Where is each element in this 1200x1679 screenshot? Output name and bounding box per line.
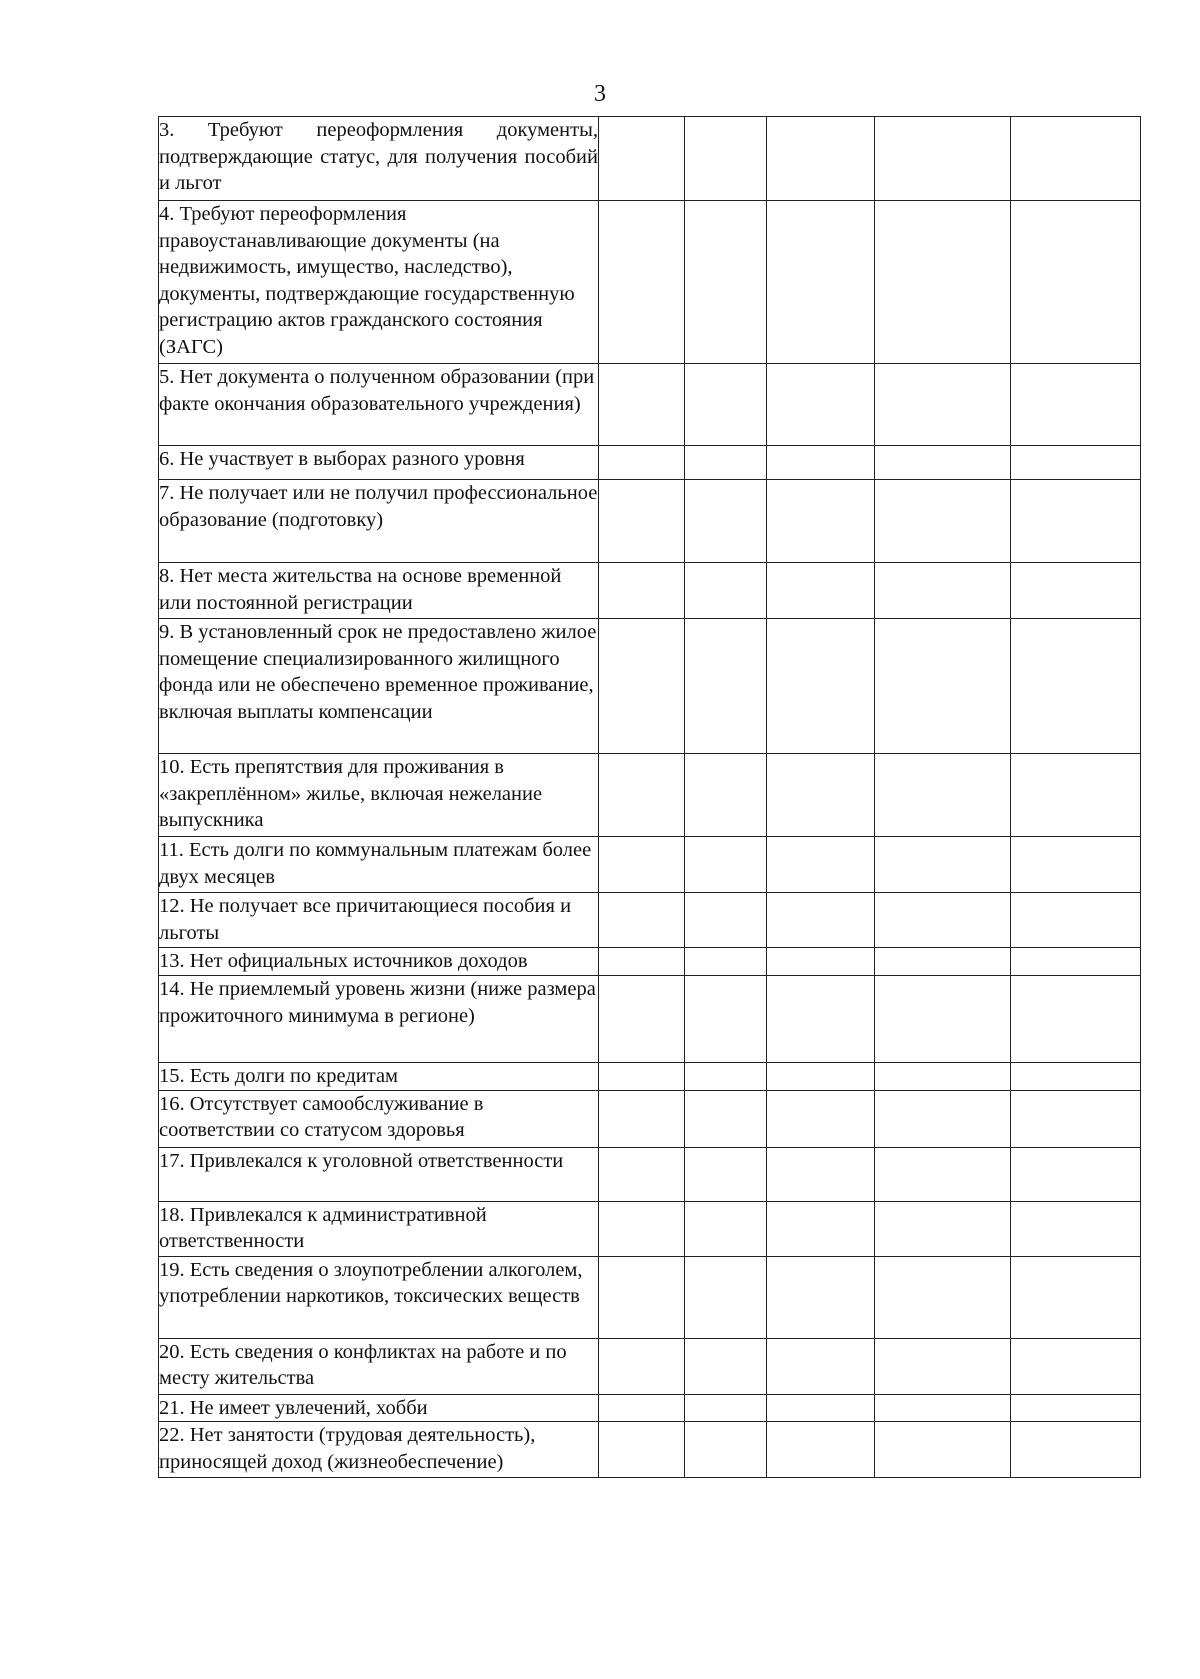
empty-cell [1011, 563, 1141, 619]
table-row [159, 117, 1141, 201]
empty-cell [1011, 1422, 1141, 1478]
criterion-text: 5. Нет документа о полученном образовании (при факте окончания образовательного учреждения) [159, 366, 595, 415]
table-row [159, 1201, 1141, 1256]
empty-cell [599, 754, 685, 837]
empty-cell [875, 364, 1011, 446]
empty-cell [767, 563, 875, 619]
empty-cell [599, 563, 685, 619]
criterion-text: 3. Требуют переоформления документы, подтверждающие статус, для получения пособий и льгот [159, 119, 598, 194]
empty-cell [767, 948, 875, 976]
empty-cell [599, 893, 685, 948]
empty-cell [767, 1063, 875, 1091]
criterion-text: 11. Есть долги по коммунальным платежам более двух месяцев [159, 839, 592, 888]
page-number: 3 [594, 81, 606, 107]
empty-cell [685, 948, 767, 976]
empty-cell [1011, 364, 1141, 446]
criterion-text: 12. Не получает все причитающиеся пособия и льготы [159, 895, 572, 944]
empty-cell [599, 1201, 685, 1256]
empty-cell [767, 1338, 875, 1394]
empty-cell [767, 837, 875, 893]
empty-cell [599, 1090, 685, 1147]
table-row [159, 1338, 1141, 1394]
empty-cell [767, 446, 875, 480]
criterion-cell [159, 1394, 599, 1422]
empty-cell [875, 563, 1011, 619]
empty-cell [685, 619, 767, 754]
criterion-text: 7. Не получает или не получил профессиональное образование (подготовку) [159, 482, 598, 531]
empty-cell [875, 480, 1011, 563]
criterion-cell [159, 837, 599, 893]
table-row [159, 201, 1141, 364]
criterion-cell [159, 1422, 599, 1478]
criterion-text: 14. Не приемлемый уровень жизни (ниже размера прожиточного минимума в регионе) [159, 978, 596, 1027]
empty-cell [1011, 619, 1141, 754]
criterion-text: 9. В установленный срок не предоставлено жилое помещение специализированного жилищного фонда или не обеспечено временное проживание, включая выплаты компенсации [159, 621, 597, 723]
empty-cell [767, 976, 875, 1063]
empty-cell [875, 1147, 1011, 1201]
empty-cell [875, 1256, 1011, 1338]
criterion-cell [159, 893, 599, 948]
criterion-cell [159, 446, 599, 480]
empty-cell [875, 948, 1011, 976]
criterion-text: 4. Требуют переоформления правоустанавливающие документы (на недвижимость, имущество, наследство), документы, подтверждающие государственную регистрацию актов гражданского состояния (ЗАГС) [159, 203, 575, 358]
empty-cell [875, 893, 1011, 948]
criterion-text: 6. Не участвует в выборах разного уровня [159, 448, 525, 470]
empty-cell [685, 364, 767, 446]
empty-cell [599, 1394, 685, 1422]
empty-cell [875, 976, 1011, 1063]
empty-cell [599, 201, 685, 364]
empty-cell [875, 1338, 1011, 1394]
empty-cell [767, 480, 875, 563]
criterion-cell [159, 563, 599, 619]
criterion-cell [159, 1063, 599, 1091]
empty-cell [1011, 1394, 1141, 1422]
criterion-cell [159, 1090, 599, 1147]
empty-cell [599, 1422, 685, 1478]
empty-cell [767, 754, 875, 837]
empty-cell [685, 1422, 767, 1478]
criterion-text: 20. Есть сведения о конфликтах на работе и по месту жительства [159, 1340, 567, 1389]
empty-cell [599, 117, 685, 201]
empty-cell [599, 1147, 685, 1201]
empty-cell [1011, 1063, 1141, 1091]
empty-cell [599, 480, 685, 563]
criteria-table [158, 116, 1141, 1478]
empty-cell [875, 837, 1011, 893]
empty-cell [875, 1090, 1011, 1147]
criterion-text: 15. Есть долги по кредитам [159, 1065, 399, 1087]
empty-cell [875, 117, 1011, 201]
empty-cell [685, 1063, 767, 1091]
empty-cell [767, 117, 875, 201]
empty-cell [1011, 446, 1141, 480]
empty-cell [685, 1090, 767, 1147]
empty-cell [685, 201, 767, 364]
criterion-cell [159, 364, 599, 446]
empty-cell [1011, 480, 1141, 563]
table-row [159, 446, 1141, 480]
empty-cell [767, 1090, 875, 1147]
empty-cell [767, 364, 875, 446]
table-row [159, 754, 1141, 837]
empty-cell [599, 446, 685, 480]
criterion-text: 16. Отсутствует самообслуживание в соответствии со статусом здоровья [159, 1092, 484, 1141]
empty-cell [875, 1394, 1011, 1422]
table-row [159, 837, 1141, 893]
table-row [159, 893, 1141, 948]
criterion-text: 18. Привлекался к административной ответственности [159, 1203, 487, 1252]
empty-cell [599, 976, 685, 1063]
criterion-text: 17. Привлекался к уголовной ответственности [159, 1149, 564, 1172]
empty-cell [767, 1256, 875, 1338]
empty-cell [1011, 976, 1141, 1063]
empty-cell [685, 480, 767, 563]
empty-cell [1011, 1201, 1141, 1256]
empty-cell [767, 1147, 875, 1201]
criterion-cell [159, 754, 599, 837]
empty-cell [599, 948, 685, 976]
table-row [159, 1256, 1141, 1338]
empty-cell [599, 1338, 685, 1394]
empty-cell [767, 893, 875, 948]
empty-cell [685, 1201, 767, 1256]
table-row [159, 364, 1141, 446]
criterion-cell [159, 1256, 599, 1338]
empty-cell [767, 1201, 875, 1256]
table-row [159, 948, 1141, 976]
empty-cell [685, 893, 767, 948]
table-row [159, 480, 1141, 563]
empty-cell [1011, 1338, 1141, 1394]
empty-cell [685, 837, 767, 893]
table-row [159, 1147, 1141, 1201]
table-row [159, 563, 1141, 619]
criterion-cell [159, 948, 599, 976]
empty-cell [685, 754, 767, 837]
empty-cell [685, 117, 767, 201]
empty-cell [1011, 837, 1141, 893]
empty-cell [685, 976, 767, 1063]
table-row [159, 1090, 1141, 1147]
empty-cell [875, 619, 1011, 754]
empty-cell [1011, 1090, 1141, 1147]
table-row [159, 1394, 1141, 1422]
empty-cell [685, 446, 767, 480]
criterion-text: 10. Есть препятствия для проживания в «закреплённом» жилье, включая нежелание выпускника [159, 756, 543, 831]
empty-cell [1011, 201, 1141, 364]
empty-cell [599, 364, 685, 446]
empty-cell [1011, 1256, 1141, 1338]
empty-cell [767, 1422, 875, 1478]
table-row [159, 976, 1141, 1063]
empty-cell [685, 1147, 767, 1201]
empty-cell [1011, 754, 1141, 837]
empty-cell [875, 201, 1011, 364]
empty-cell [875, 754, 1011, 837]
empty-cell [685, 1394, 767, 1422]
table-row [159, 1422, 1141, 1478]
criterion-cell [159, 480, 599, 563]
empty-cell [1011, 1147, 1141, 1201]
empty-cell [1011, 117, 1141, 201]
empty-cell [875, 1201, 1011, 1256]
empty-cell [875, 1422, 1011, 1478]
criterion-cell [159, 1338, 599, 1394]
empty-cell [875, 446, 1011, 480]
empty-cell [767, 201, 875, 364]
criterion-cell [159, 117, 599, 201]
empty-cell [599, 1256, 685, 1338]
empty-cell [1011, 948, 1141, 976]
empty-cell [599, 1063, 685, 1091]
criterion-cell [159, 201, 599, 364]
criterion-text: 22. Нет занятости (трудовая деятельность), приносящей доход (жизнеобеспечение) [159, 1424, 536, 1473]
empty-cell [1011, 893, 1141, 948]
criterion-text: 21. Не имеет увлечений, хобби [159, 1396, 428, 1419]
empty-cell [685, 1338, 767, 1394]
empty-cell [599, 837, 685, 893]
criterion-text: 13. Нет официальных источников доходов [159, 950, 528, 972]
table-row [159, 619, 1141, 754]
criterion-cell [159, 1147, 599, 1201]
empty-cell [599, 619, 685, 754]
empty-cell [685, 563, 767, 619]
criterion-cell [159, 1201, 599, 1256]
empty-cell [685, 1256, 767, 1338]
criterion-cell [159, 976, 599, 1063]
empty-cell [767, 619, 875, 754]
criterion-cell [159, 619, 599, 754]
criteria-table-body [159, 117, 1141, 1478]
table-row [159, 1063, 1141, 1091]
criterion-text: 8. Нет места жительства на основе временной или постоянной регистрации [159, 565, 562, 614]
empty-cell [767, 1394, 875, 1422]
criterion-text: 19. Есть сведения о злоупотреблении алкоголем, употреблении наркотиков, токсических веществ [159, 1258, 583, 1307]
empty-cell [875, 1063, 1011, 1091]
